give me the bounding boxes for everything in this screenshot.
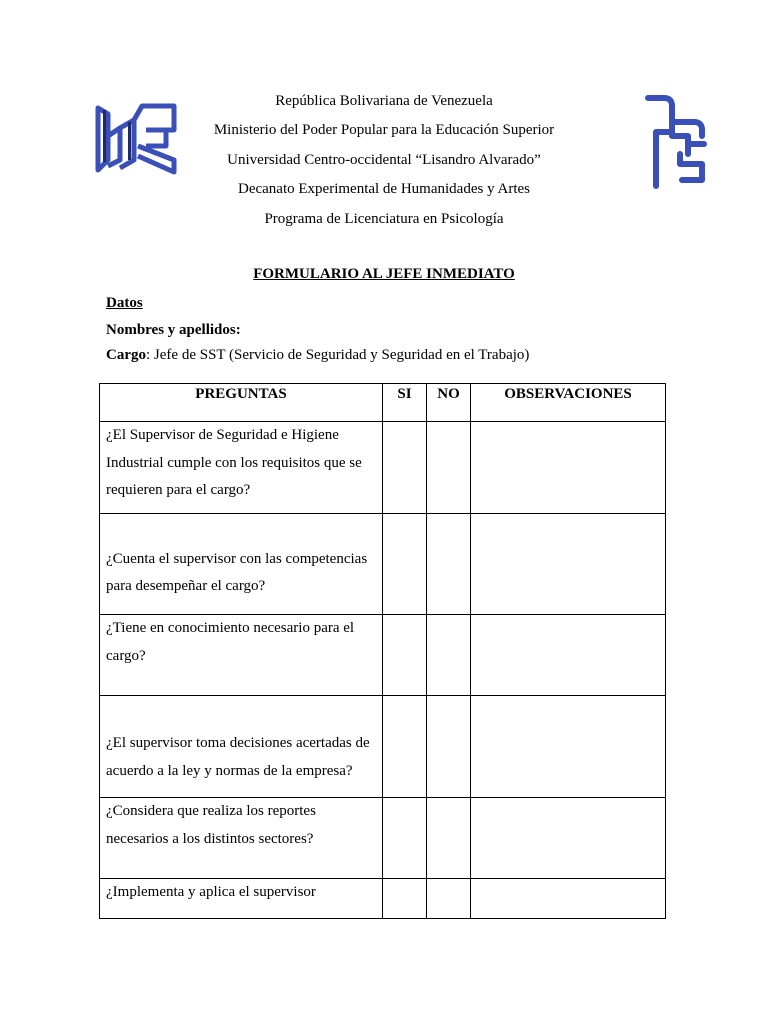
header-program: Programa de Licenciatura en Psicología: [264, 211, 504, 227]
table-row: [100, 798, 666, 879]
cargo-label: Cargo: [106, 347, 146, 363]
question-cell: [100, 696, 383, 798]
no-cell[interactable]: [427, 422, 471, 514]
si-cell[interactable]: [383, 879, 427, 919]
question-cell: [100, 422, 383, 514]
section-label: Datos: [106, 295, 143, 311]
question-text: ¿El Supervisor de Seguridad e Higiene Industrial cumple con los requisitos que se requieren para el cargo?: [106, 427, 362, 498]
header-university: Universidad Centro-occidental “Lisandro Alvarado”: [227, 152, 541, 168]
header-deanship: Decanato Experimental de Humanidades y Artes: [238, 181, 530, 197]
question-text: ¿Tiene en conocimiento necesario para el cargo?: [106, 620, 355, 664]
no-cell[interactable]: [427, 514, 471, 615]
table-row: [100, 615, 666, 696]
questionnaire-table: [99, 383, 666, 919]
no-cell[interactable]: [427, 615, 471, 696]
header-preguntas: PREGUNTAS: [100, 384, 383, 422]
si-cell[interactable]: [383, 422, 427, 514]
form-title: FORMULARIO AL JEFE INMEDIATO: [253, 266, 515, 282]
observaciones-cell[interactable]: [471, 422, 666, 514]
question-cell: [100, 514, 383, 615]
si-cell[interactable]: [383, 615, 427, 696]
header-no: NO: [427, 384, 471, 422]
names-label: Nombres y apellidos:: [106, 322, 241, 338]
question-cell: [100, 798, 383, 879]
observaciones-cell[interactable]: [471, 696, 666, 798]
header-ministry: Ministerio del Poder Popular para la Educación Superior: [213, 122, 555, 138]
question-text: ¿El supervisor toma decisiones acertadas de acuerdo a la ley y normas de la empresa?: [106, 735, 370, 779]
question-text: ¿Cuenta el supervisor con las competencias para desempeñar el cargo?: [106, 550, 368, 594]
no-cell[interactable]: [427, 879, 471, 919]
question-cell: [100, 879, 383, 919]
observaciones-cell[interactable]: [471, 798, 666, 879]
question-cell: [100, 615, 383, 696]
cargo-value: : Jefe de SST (Servicio de Seguridad y Seguridad en el Trabajo): [146, 347, 530, 363]
table-row: [100, 696, 666, 798]
table-row: [100, 514, 666, 615]
observaciones-cell[interactable]: [471, 879, 666, 919]
header-si: SI: [383, 384, 427, 422]
question-text: ¿Implementa y aplica el supervisor: [106, 884, 316, 900]
table-header-row: [100, 384, 666, 422]
table-row: [100, 879, 666, 919]
si-cell[interactable]: [383, 696, 427, 798]
observaciones-cell[interactable]: [471, 514, 666, 615]
table-row: [100, 422, 666, 514]
question-text: ¿Considera que realiza los reportes necesarios a los distintos sectores?: [106, 803, 316, 847]
no-cell[interactable]: [427, 696, 471, 798]
si-cell[interactable]: [383, 798, 427, 879]
si-cell[interactable]: [383, 514, 427, 615]
cargo-field: [106, 346, 529, 364]
header-country: República Bolivariana de Venezuela: [275, 93, 493, 109]
observaciones-cell[interactable]: [471, 615, 666, 696]
header-observaciones: OBSERVACIONES: [471, 384, 666, 422]
no-cell[interactable]: [427, 798, 471, 879]
